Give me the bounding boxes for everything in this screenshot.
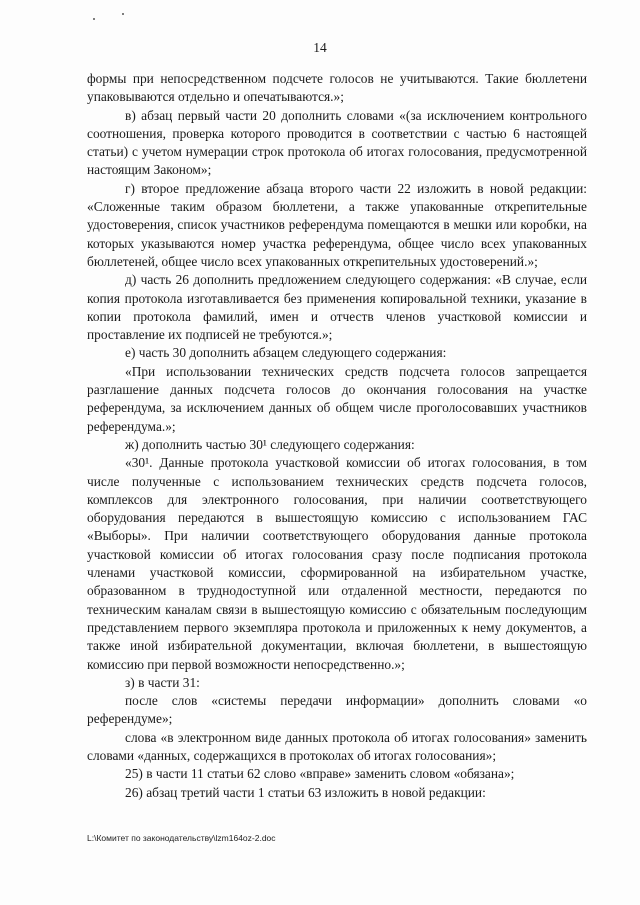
paragraph: ж) дополнить частью 30¹ следующего содержания: xyxy=(125,436,415,452)
file-path-footer: L:\Комитет по законодательству\lzm164oz-2.doc xyxy=(87,833,276,843)
paragraph: слова «в электронном виде данных протокола об итогах голосования» заменить словами «данных, содержащихся в протоколах об итогах голосования»; xyxy=(87,729,587,763)
paragraph: г) второе предложение абзаца второго части 22 изложить в новой редакции: «Сложенные таким образом бюллетени, а также упакованные открепительные удостоверения, список участников референдума помещаются в мешки или коробки, на которых указываются номер участка референдума, общее число всех упакованных бюллетеней, общее число всех упакованных открепительных удостоверений.»; xyxy=(87,180,587,269)
paragraph: после слов «системы передачи информации» дополнить словами «о референдуме»; xyxy=(87,693,587,727)
paragraph: «30¹. Данные протокола участковой комиссии об итогах голосования, в том числе полученные с использованием технических средств подсчета голосов, комплексов для электронного голосования, при наличии соответствующего оборудования передаются в вышестоящую комиссию с использованием ГАС «Выборы». При наличии соответствующего оборудования данные протокола участковой комиссии об итогах голосования сразу после подписания протокола членами участковой комиссии, сформированной на избирательном участке, образованном в труднодоступной или отдаленной местности, передаются по техническим каналам связи в вышестоящую комиссию с обязательным последующим представлением первого экземпляра протокола и приложенных к нему документов, а также иной избирательной документации, включая бюллетени, в вышестоящую комиссию при первой возможности непосредственно.»; xyxy=(87,455,587,672)
paragraph: е) часть 30 дополнить абзацем следующего содержания: xyxy=(125,345,447,361)
paragraph: формы при непосредственном подсчете голосов не учитываются. Такие бюллетени упаковываются отдельно и опечатываются.»; xyxy=(87,71,587,105)
paragraph: «При использовании технических средств подсчета голосов запрещается разглашение данных подсчета голосов до окончания голосования на участке референдума, за исключением данных об общем числе проголосовавших участников референдума.»; xyxy=(87,363,587,434)
paragraph: 25) в части 11 статьи 62 слово «вправе» заменить словом «обязана»; xyxy=(125,766,515,782)
paragraph: в) абзац первый части 20 дополнить словами «(за исключением контрольного соотношения, проверка которого проводится в соответствии с частью 6 настоящей статьи) с учетом нумерации строк протокола об итогах голосования, предусмотренной настоящим Законом»; xyxy=(87,107,587,178)
paragraph: д) часть 26 дополнить предложением следующего содержания: «В случае, если копия протокола изготавливается без применения копировальной техники, указание в копии протокола фамилий, имен и отчеств членов участковой комиссии и проставление их подписей не требуются.»; xyxy=(87,272,587,343)
scan-speck xyxy=(93,18,95,20)
document-body xyxy=(87,70,587,802)
scan-speck xyxy=(122,13,124,15)
paragraph: з) в части 31: xyxy=(125,674,200,690)
page-number: 14 xyxy=(313,40,327,55)
paragraph: 26) абзац третий части 1 статьи 63 изложить в новой редакции: xyxy=(125,784,486,800)
